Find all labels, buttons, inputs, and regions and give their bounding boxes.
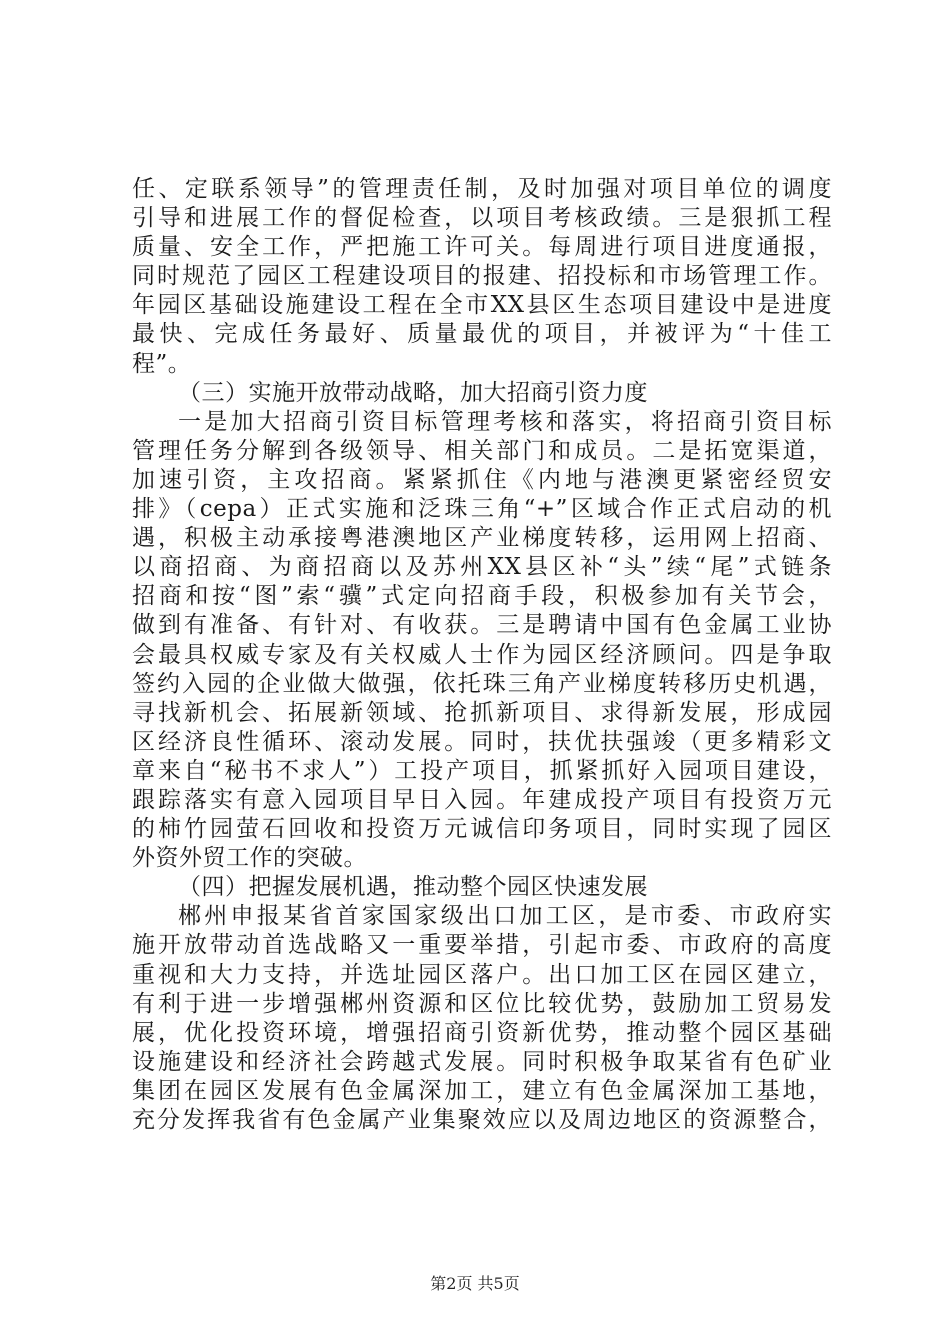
- text-line: 集团在园区发展有色金属深加工，建立有色金属深加工基地，: [132, 1077, 832, 1104]
- text-line: 重视和大力支持，并选址园区落户。出口加工区在园区建立，: [132, 961, 832, 988]
- text-line: 程”。: [132, 350, 192, 377]
- paragraph: [132, 408, 832, 874]
- heading-text: （四）把握发展机遇，推动整个园区快速发展: [178, 874, 648, 901]
- text-line: 设施建设和经济社会跨越式发展。同时积极争取某省有色矿业: [132, 1048, 832, 1075]
- document-body: [132, 175, 832, 1135]
- section-heading: [132, 873, 832, 902]
- text-line: 充分发挥我省有色金属产业集聚效应以及周边地区的资源整合，: [132, 1107, 832, 1133]
- text-line: 引导和进展工作的督促检查，以项目考核政绩。三是狠抓工程: [132, 205, 832, 232]
- paragraph: [132, 175, 832, 379]
- text-line: 外资外贸工作的突破。: [132, 845, 367, 872]
- text-line: 的柿竹园萤石回收和投资万元诚信印务项目，同时实现了园区: [132, 816, 832, 843]
- text-line: 签约入园的企业做大做强，依托珠三角产业梯度转移历史机遇，: [132, 670, 832, 697]
- text-line: 章来自“秘书不求人”）工投产项目，抓紧抓好入园项目建设，: [132, 757, 832, 784]
- text-line: 郴州申报某省首家国家级出口加工区，是市委、市政府实: [178, 903, 832, 930]
- text-line: 区经济良性循环、滚动发展。同时，扶优扶强竣（更多精彩文: [132, 728, 832, 755]
- section-heading: [132, 379, 832, 408]
- text-line: 寻找新机会、拓展新领域、抢抓新项目、求得新发展，形成园: [132, 699, 832, 726]
- text-line: 排》（cepa）正式实施和泛珠三角“+”区域合作正式启动的机: [132, 496, 832, 523]
- text-line: 跟踪落实有意入园项目早日入园。年建成投产项目有投资万元: [132, 786, 832, 813]
- text-line: 任、定联系领导”的管理责任制，及时加强对项目单位的调度: [132, 176, 832, 202]
- text-line: 展，优化投资环境，增强招商引资新优势，推动整个园区基础: [132, 1019, 832, 1046]
- page-footer: 第2页 共5页: [430, 1274, 520, 1293]
- heading-text: （三）实施开放带动战略，加大招商引资力度: [178, 379, 648, 406]
- text-line: 做到有准备、有针对、有收获。三是聘请中国有色金属工业协: [132, 612, 832, 639]
- text-line: 一是加大招商引资目标管理考核和落实，将招商引资目标: [178, 408, 832, 435]
- text-line: 管理任务分解到各级领导、相关部门和成员。二是拓宽渠道，: [132, 437, 832, 464]
- text-line: 遇，积极主动承接粤港澳地区产业梯度转移，运用网上招商、: [132, 525, 832, 552]
- text-line: 年园区基础设施建设工程在全市XX县区生态项目建设中是进度: [132, 292, 832, 319]
- text-line: 最快、完成任务最好、质量最优的项目，并被评为“十佳工: [132, 321, 832, 348]
- text-line: 加速引资，主攻招商。紧紧抓住《内地与港澳更紧密经贸安: [132, 466, 832, 493]
- paragraph: [132, 902, 832, 1135]
- text-line: 施开放带动首选战略又一重要举措，引起市委、市政府的高度: [132, 932, 832, 959]
- text-line: 同时规范了园区工程建设项目的报建、招投标和市场管理工作。: [132, 263, 832, 290]
- text-line: 质量、安全工作，严把施工许可关。每周进行项目进度通报，: [132, 234, 832, 261]
- text-line: 招商和按“图”索“骥”式定向招商手段，积极参加有关节会，: [132, 583, 832, 610]
- text-line: 会最具权威专家及有关权威人士作为园区经济顾问。四是争取: [132, 641, 832, 668]
- text-line: 有利于进一步增强郴州资源和区位比较优势，鼓励加工贸易发: [132, 990, 832, 1017]
- text-line: 以商招商、为商招商以及苏州XX县区补“头”续“尾”式链条: [132, 554, 832, 581]
